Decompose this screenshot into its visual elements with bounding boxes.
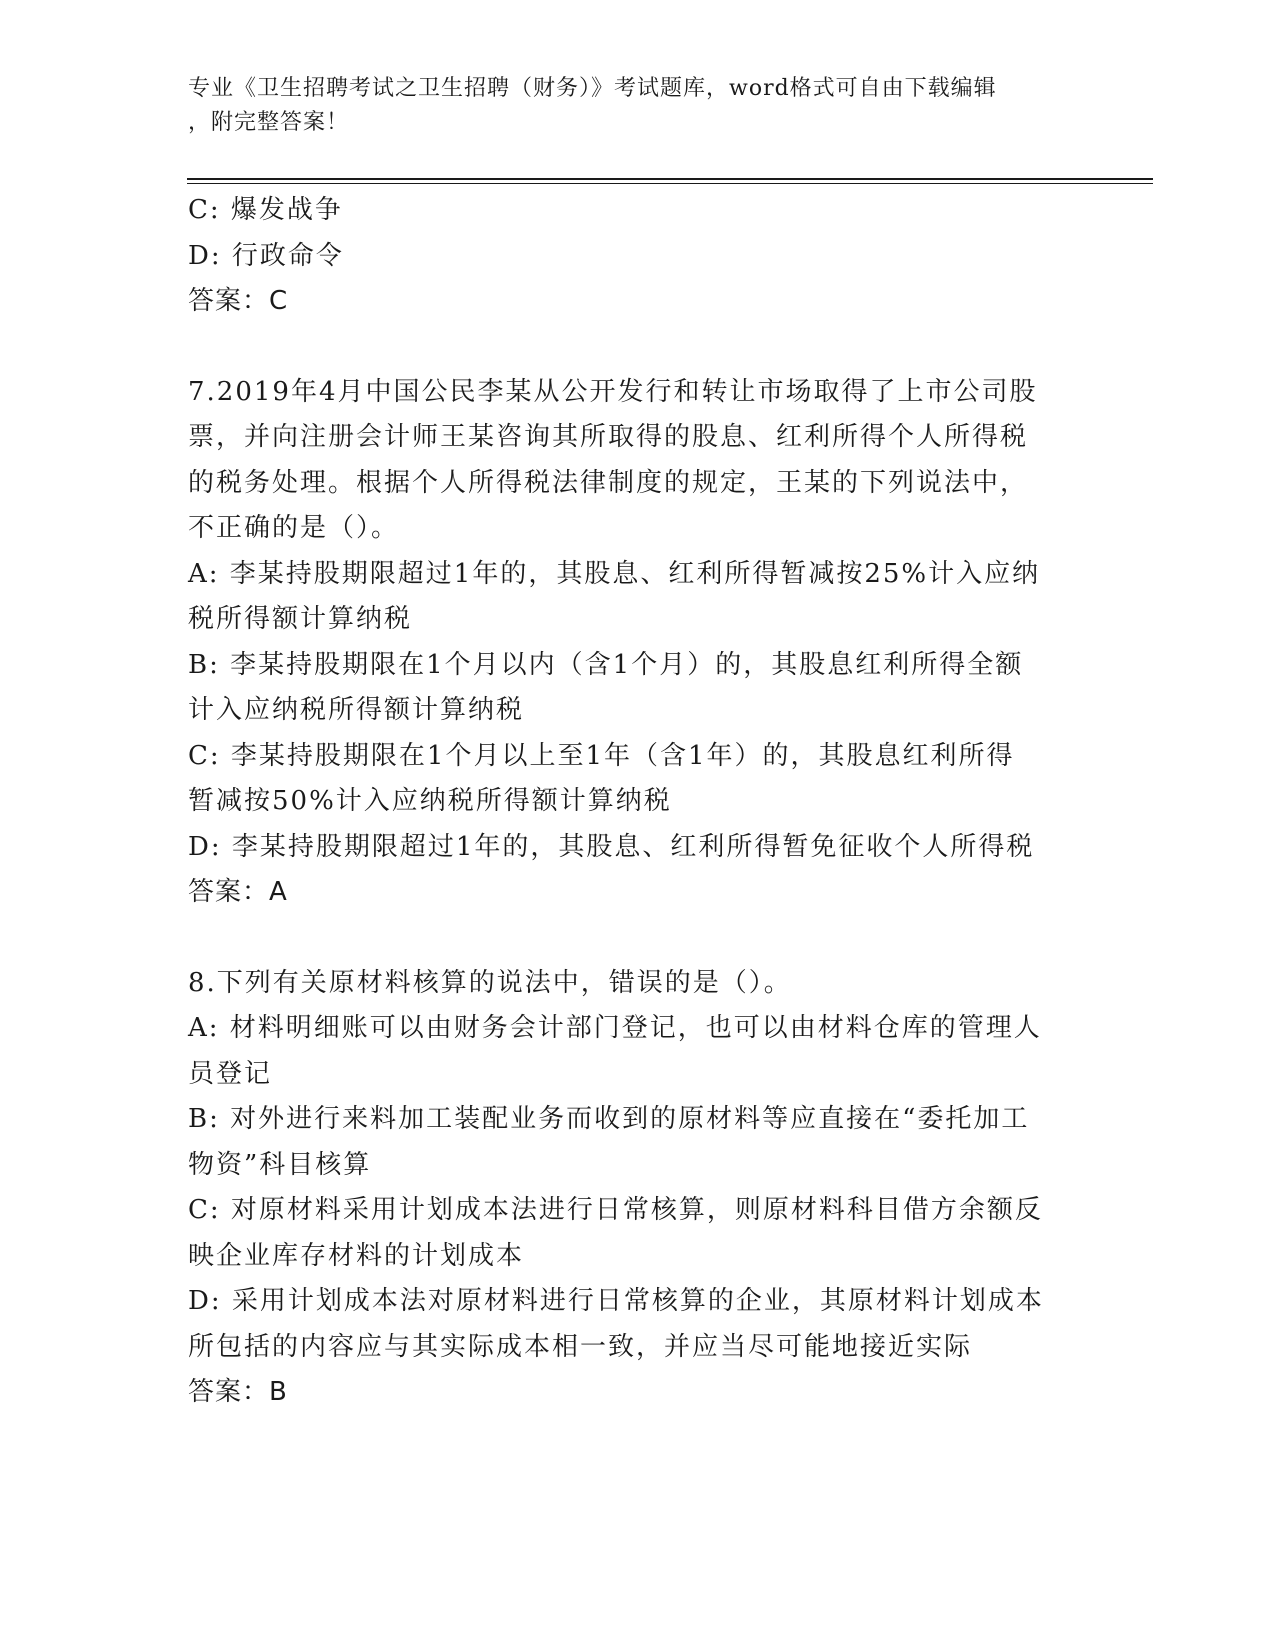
header-line-1: 专业《卫生招聘考试之卫生招聘（财务）》考试题库，word格式可自由下载编辑: [188, 76, 997, 101]
question-stem-line: 票，并向注册会计师王某咨询其所取得的股息、红利所得个人所得税: [188, 422, 1029, 452]
option-d-cont: 所包括的内容应与其实际成本相一致，并应当尽可能地接近实际: [188, 1331, 973, 1362]
option-c: C: 爆发战争: [188, 195, 343, 225]
document-body: [188, 188, 1088, 1416]
option-d: D: 采用计划成本法对原材料进行日常核算的企业，其原材料计划成本: [188, 1286, 1044, 1316]
header-line-2: ，附完整答案！: [188, 110, 350, 135]
question-stem-line: 的税务处理。根据个人所得税法律制度的规定，王某的下列说法中，: [188, 467, 1029, 498]
spacer: [188, 916, 1088, 961]
question-6-continued: [188, 188, 1088, 325]
option-c-cont: 映企业库存材料的计划成本: [188, 1240, 525, 1271]
question-stem-line: 不正确的是（）。: [188, 513, 400, 543]
option-b: B: 对外进行来料加工装配业务而收到的原材料等应直接在“委托加工: [188, 1104, 1030, 1134]
option-b-cont: 物资”科目核算: [188, 1149, 372, 1180]
option-d: D: 行政命令: [188, 240, 344, 271]
option-c: C: 李某持股期限在1个月以上至1年（含1年）的，其股息红利所得: [188, 740, 1015, 771]
answer: 答案：C: [188, 286, 289, 316]
option-b-cont: 计入应纳税所得额计算纳税: [188, 695, 525, 725]
header-divider-thin: [187, 183, 1153, 184]
option-a: A: 材料明细账可以由财务会计部门登记，也可以由材料仓库的管理人: [188, 1013, 1042, 1043]
option-a-cont: 税所得额计算纳税: [188, 604, 413, 634]
answer: 答案：B: [188, 1377, 288, 1407]
option-b: B: 李某持股期限在1个月以内（含1个月）的，其股息红利所得全额: [188, 649, 1024, 680]
spacer: [188, 325, 1088, 370]
page-header: [188, 72, 1068, 140]
question-7: [188, 370, 1088, 916]
option-c-cont: 暂减按50%计入应纳税所得额计算纳税: [188, 786, 672, 816]
question-8: [188, 961, 1088, 1416]
answer: 答案：A: [188, 877, 288, 907]
question-stem-line: 8.下列有关原材料核算的说法中，错误的是（）。: [188, 967, 792, 998]
question-stem-line: 7.2019年4月中国公民李某从公开发行和转让市场取得了上市公司股: [188, 376, 1038, 407]
header-divider: [187, 178, 1153, 180]
option-c: C: 对原材料采用计划成本法进行日常核算，则原材料科目借方余额反: [188, 1195, 1043, 1225]
option-a-cont: 员登记: [188, 1058, 273, 1089]
option-d: D: 李某持股期限超过1年的，其股息、红利所得暂免征收个人所得税: [188, 831, 1035, 862]
option-a: A: 李某持股期限超过1年的，其股息、红利所得暂减按25%计入应纳: [188, 558, 1041, 589]
